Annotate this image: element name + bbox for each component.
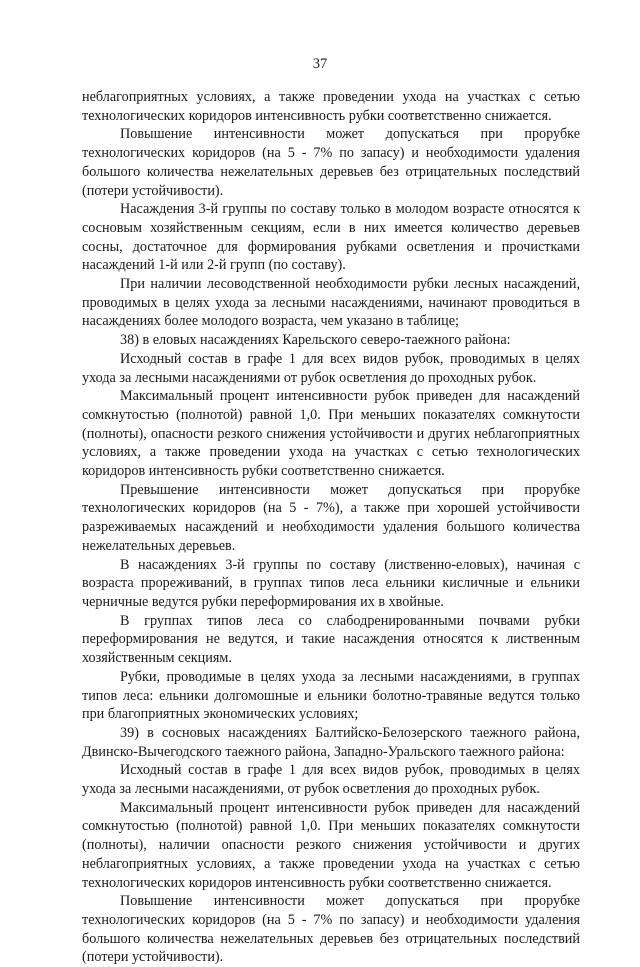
page-body (82, 88, 580, 967)
paragraph: Повышение интенсивности может допускаться при прорубке технологических коридоров (на 5 - 7% по запасу) и необходимости удаления большого количества нежелательных деревьев без отрицательных последствий (потери устойчивости). (82, 126, 580, 199)
paragraph: Максимальный процент интенсивности рубок приведен для насаждений сомкнутостью (полнотой) равной 1,0. При меньших показателях сомкнутости (полноты), наличии опасности резкого снижения устойчивости и других неблагоприятных условиях, а также проведении ухода на участках с сетью технологических коридоров интенсивность рубки соответственно снижается. (82, 799, 580, 891)
paragraph: Рубки, проводимые в целях ухода за лесными насаждениями, в группах типов леса: ельники долгомошные и ельники болотно-травяные ведутся только при благоприятных экономических условиях; (82, 668, 580, 723)
paragraph: При наличии лесоводственной необходимости рубки лесных насаждений, проводимых в целях ухода за лесными насаждениями, начинают проводиться в насаждениях более молодого возраста, чем указано в таблице; (82, 276, 580, 330)
paragraph: Исходный состав в графе 1 для всех видов рубок, проводимых в целях ухода за лесными насаждениями, от рубок осветления до проходных рубок. (82, 762, 580, 798)
section-heading-38: 38) в еловых насаждениях Карельского северо-таежного района: (120, 332, 511, 349)
page-number: 37 (312, 56, 328, 72)
section-heading-39: 39) в сосновых насаждениях Балтийско-Белозерского таежного района, Двинско-Вычегодского таежного района, Западно-Уральского таежного района: (82, 724, 580, 760)
paragraph: Насаждения 3-й группы по составу только в молодом возрасте относятся к сосновым хозяйственным секциям, если в них имеется количество деревьев сосны, достаточное для формирования рубками осветления и прочистками насаждений 1-й или 2-й групп (по составу). (82, 201, 580, 274)
paragraph-continuation: неблагоприятных условиях, а также проведении ухода на участках с сетью технологических коридоров интенсивность рубки соответственно снижается. (82, 89, 580, 124)
paragraph: Исходный состав в графе 1 для всех видов рубок, проводимых в целях ухода за лесными насаждениями от рубок осветления до проходных рубок. (82, 350, 580, 386)
paragraph: Превышение интенсивности может допускаться при прорубке технологических коридоров (на 5 - 7%), а также при хорошей устойчивости разреживаемых насаждений и необходимости удаления большого количества нежелательных деревьев. (82, 481, 580, 554)
paragraph: Повышение интенсивности может допускаться при прорубке технологических коридоров (на 5 - 7% по запасу) и необходимости удаления большого количества нежелательных деревьев без отрицательных последствий (потери устойчивости). (82, 893, 580, 966)
paragraph: В насаждениях 3-й группы по составу (лиственно-еловых), начиная с возраста прореживаний, в группах типов леса ельники кисличные и ельники черничные ведутся рубки переформирования их в хвойные. (82, 556, 580, 610)
paragraph: Максимальный процент интенсивности рубок приведен для насаждений сомкнутостью (полнотой) равной 1,0. При меньших показателях сомкнутости (полноты), опасности резкого снижения устойчивости и других неблагоприятных условиях, а также проведении ухода на участках с сетью технологических коридоров интенсивность рубки соответственно снижается. (82, 388, 580, 480)
paragraph: В группах типов леса со слабодренированными почвами рубки переформирования не ведутся, и такие насаждения относятся к лиственным хозяйственным секциям. (82, 612, 580, 667)
